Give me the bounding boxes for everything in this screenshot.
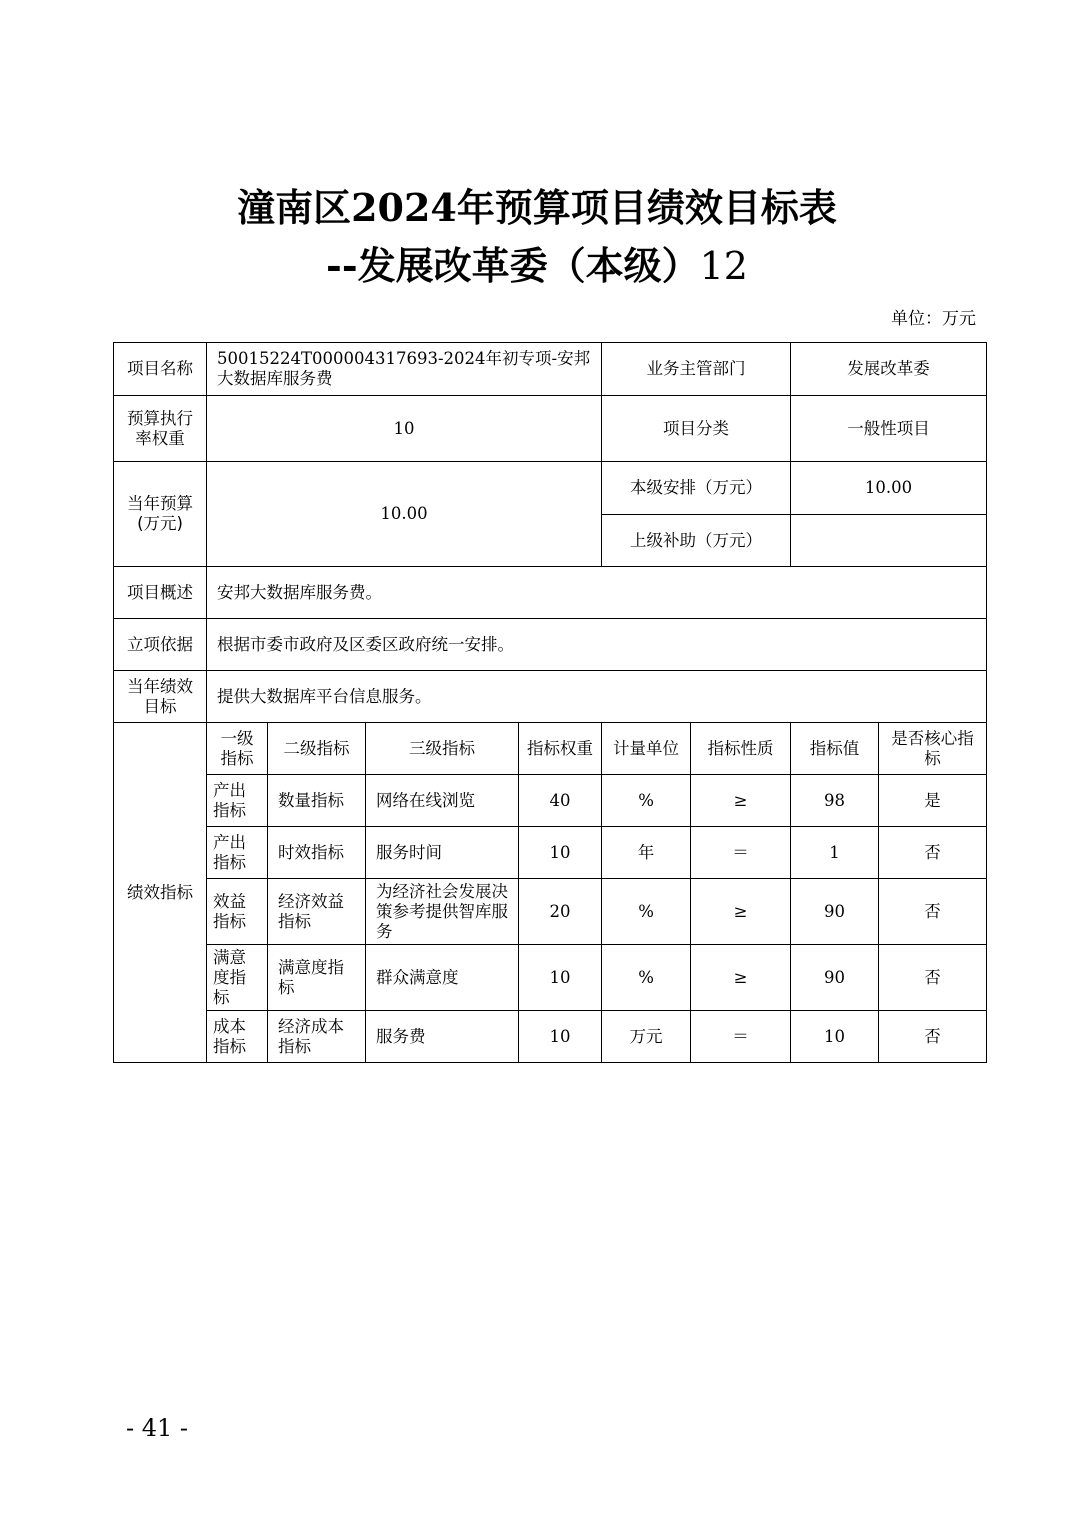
row-unit: % (602, 775, 691, 827)
local-arrangement-value: 10.00 (791, 462, 987, 515)
row-level2: 时效指标 (268, 827, 366, 879)
header-level3: 三级指标 (366, 723, 519, 775)
row-level3: 群众满意度 (366, 945, 519, 1011)
budget-value: 10.00 (207, 462, 602, 567)
basis-value: 根据市委市政府及区委区政府统一安排。 (207, 619, 987, 671)
row-level2: 经济成本指标 (268, 1011, 366, 1063)
row-level2: 数量指标 (268, 775, 366, 827)
row-value: 90 (791, 879, 879, 945)
performance-table (113, 342, 987, 1063)
project-name-value: 50015224T000004317693-2024年初专项-安邦大数据库服务费 (207, 343, 602, 396)
overview-value: 安邦大数据库服务费。 (207, 567, 987, 619)
overview-label: 项目概述 (114, 567, 207, 619)
row-nature: ≥ (691, 945, 791, 1011)
row-unit: % (602, 879, 691, 945)
indicators-section-label: 绩效指标 (114, 723, 207, 1063)
budget-label: 当年预算(万元) (114, 462, 207, 567)
row-weight: 20 (519, 879, 602, 945)
row-value: 90 (791, 945, 879, 1011)
row-core: 否 (879, 945, 987, 1011)
row-level2: 满意度指标 (268, 945, 366, 1011)
page-title: 潼南区2024年预算项目绩效目标表 (237, 185, 837, 230)
dept-value: 发展改革委 (791, 343, 987, 396)
row-core: 否 (879, 879, 987, 945)
row-level2: 经济效益指标 (268, 879, 366, 945)
row-core: 否 (879, 827, 987, 879)
row-level1: 效益指标 (207, 879, 268, 945)
row-value: 98 (791, 775, 879, 827)
superior-subsidy-label: 上级补助（万元） (602, 515, 791, 567)
row-unit: 万元 (602, 1011, 691, 1063)
row-level3: 服务费 (366, 1011, 519, 1063)
row-level3: 网络在线浏览 (366, 775, 519, 827)
subtitle-main: --发展改革委（本级） (326, 243, 700, 288)
row-core: 是 (879, 775, 987, 827)
page-number: - 41 - (126, 1414, 189, 1442)
row-weight: 10 (519, 827, 602, 879)
row-nature: ＝ (691, 1011, 791, 1063)
row-weight: 10 (519, 945, 602, 1011)
row-value: 10 (791, 1011, 879, 1063)
superior-subsidy-value (791, 515, 987, 567)
weight-value: 10 (207, 396, 602, 462)
table-row (114, 827, 987, 879)
row-level1: 满意度指标 (207, 945, 268, 1011)
table-row (114, 1011, 987, 1063)
row-level3: 为经济社会发展决策参考提供智库服务 (366, 879, 519, 945)
row-weight: 40 (519, 775, 602, 827)
row-unit: 年 (602, 827, 691, 879)
dept-label: 业务主管部门 (602, 343, 791, 396)
row-core: 否 (879, 1011, 987, 1063)
unit-label: 单位：万元 (891, 309, 976, 329)
row-level3: 服务时间 (366, 827, 519, 879)
row-level1: 成本指标 (207, 1011, 268, 1063)
header-value: 指标值 (791, 723, 879, 775)
header-weight: 指标权重 (519, 723, 602, 775)
basis-label: 立项依据 (114, 619, 207, 671)
goal-label: 当年绩效目标 (114, 671, 207, 723)
local-arrangement-label: 本级安排（万元） (602, 462, 791, 515)
row-level1: 产出指标 (207, 775, 268, 827)
row-unit: % (602, 945, 691, 1011)
header-nature: 指标性质 (691, 723, 791, 775)
page-subtitle (0, 238, 1074, 294)
row-nature: ＝ (691, 827, 791, 879)
row-value: 1 (791, 827, 879, 879)
header-unit: 计量单位 (602, 723, 691, 775)
header-level1: 一级指标 (207, 723, 268, 775)
row-nature: ≥ (691, 775, 791, 827)
category-value: 一般性项目 (791, 396, 987, 462)
header-level2: 二级指标 (268, 723, 366, 775)
weight-label: 预算执行率权重 (114, 396, 207, 462)
table-row (114, 775, 987, 827)
subtitle-number: 12 (699, 244, 748, 288)
project-name-label: 项目名称 (114, 343, 207, 396)
table-row (114, 879, 987, 945)
header-core: 是否核心指标 (879, 723, 987, 775)
row-level1: 产出指标 (207, 827, 268, 879)
row-nature: ≥ (691, 879, 791, 945)
goal-value: 提供大数据库平台信息服务。 (207, 671, 987, 723)
row-weight: 10 (519, 1011, 602, 1063)
table-row (114, 945, 987, 1011)
category-label: 项目分类 (602, 396, 791, 462)
